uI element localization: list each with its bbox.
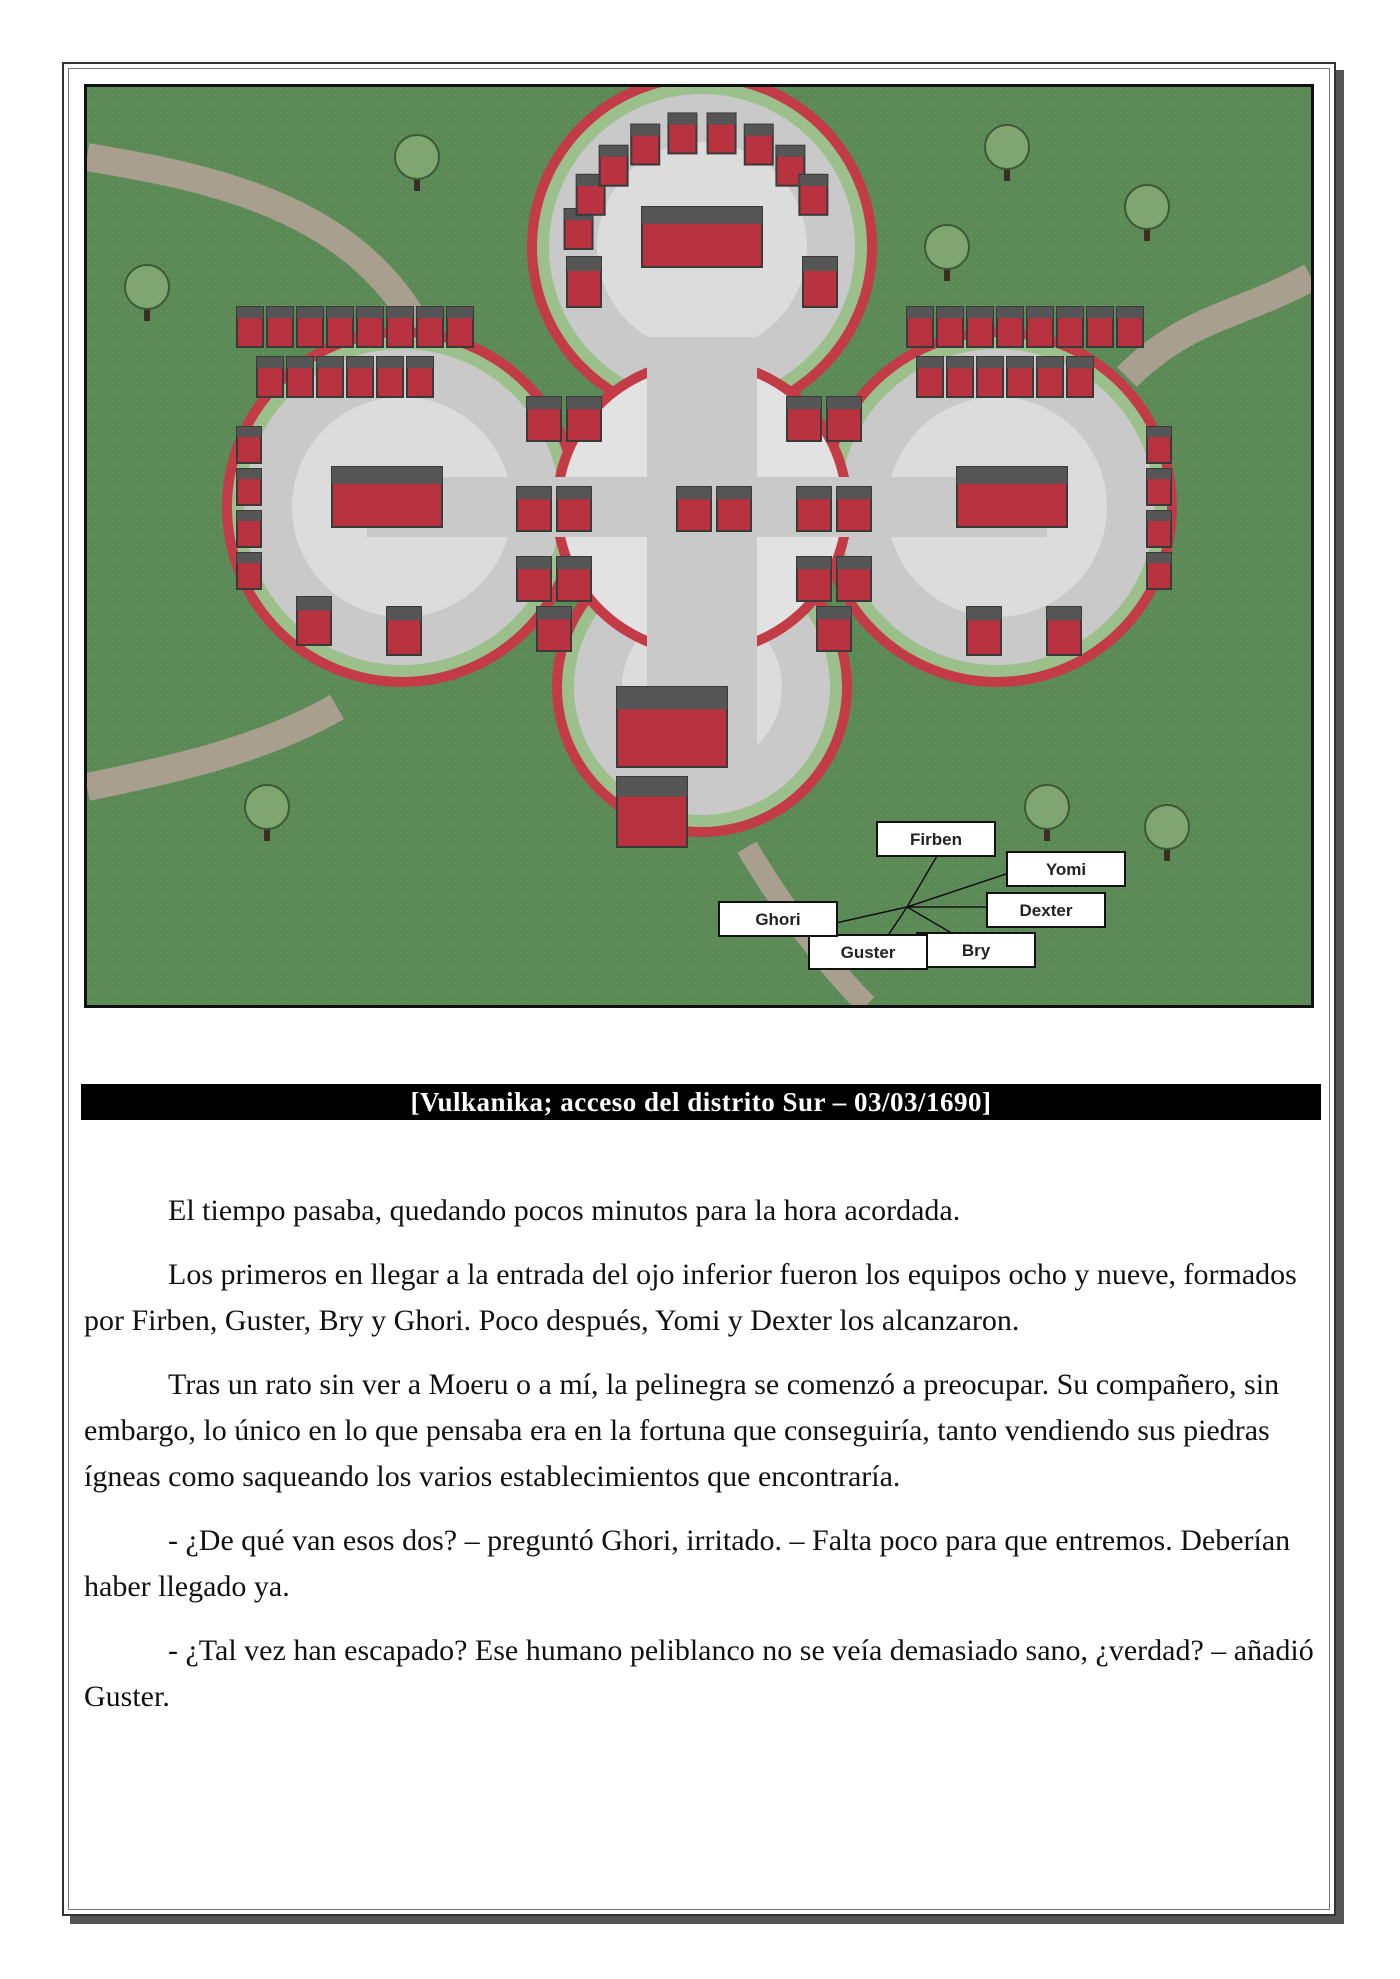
building (917, 357, 943, 397)
building (332, 467, 442, 527)
building (1147, 469, 1171, 505)
building (557, 557, 591, 601)
building (1147, 553, 1171, 589)
building (557, 487, 591, 531)
building (567, 397, 601, 441)
building (745, 125, 773, 165)
building (237, 553, 261, 589)
building (642, 207, 762, 267)
building (387, 307, 413, 347)
building (347, 357, 373, 397)
building (567, 257, 601, 307)
building (407, 357, 433, 397)
map-label-text: Ghori (755, 910, 801, 929)
building (1027, 307, 1053, 347)
building (600, 146, 628, 186)
map-label-bry (917, 933, 1035, 967)
building (327, 307, 353, 347)
building (631, 125, 659, 165)
building (837, 557, 871, 601)
map-label-yomi (1007, 852, 1125, 886)
building (1007, 357, 1033, 397)
map-label-firben (877, 822, 995, 856)
scene-caption: [Vulkanika; acceso del distrito Sur – 03/03/1690] (81, 1084, 1321, 1120)
building (357, 307, 383, 347)
building (947, 357, 973, 397)
building (617, 777, 687, 847)
story-text (84, 1188, 1319, 1738)
map-label-text: Dexter (1019, 901, 1073, 920)
building (817, 607, 851, 651)
map-label-dexter (987, 893, 1105, 927)
building (237, 469, 261, 505)
map-label-text: Bry (961, 941, 991, 960)
building (387, 607, 421, 655)
building (1147, 427, 1171, 463)
building (1087, 307, 1113, 347)
map-label-text: Firben (910, 830, 962, 849)
building (527, 397, 561, 441)
map-label-ghori (719, 902, 837, 936)
building (417, 307, 443, 347)
building (668, 113, 696, 153)
building (708, 113, 736, 153)
map-label-text: Guster (840, 943, 896, 962)
city-map (84, 84, 1314, 1008)
building (287, 357, 313, 397)
building (317, 357, 343, 397)
building (797, 487, 831, 531)
building (967, 607, 1001, 655)
building (799, 175, 827, 215)
building (377, 357, 403, 397)
building (517, 487, 551, 531)
building (237, 307, 263, 347)
building (837, 487, 871, 531)
building (997, 307, 1023, 347)
building (1037, 357, 1063, 397)
building (827, 397, 861, 441)
building (297, 597, 331, 645)
building (517, 557, 551, 601)
building (1047, 607, 1081, 655)
building (267, 307, 293, 347)
building (447, 307, 473, 347)
building (257, 357, 283, 397)
building (787, 397, 821, 441)
building (537, 607, 571, 651)
building (237, 511, 261, 547)
paragraph: El tiempo pasaba, quedando pocos minutos para la hora acordada. (168, 1194, 961, 1227)
paragraph: - ¿De qué van esos dos? – preguntó Ghori, irritado. – Falta poco para que entremos. Deberían haber llegado ya. (84, 1524, 1291, 1603)
building (297, 307, 323, 347)
building (1117, 307, 1143, 347)
building (803, 257, 837, 307)
building (967, 307, 993, 347)
building (957, 467, 1067, 527)
paragraph: Los primeros en llegar a la entrada del ojo inferior fueron los equipos ocho y nueve, formados por Firben, Guster, Bry y Ghori. Poco después, Yomi y Dexter los alcanzaron. (84, 1258, 1297, 1337)
building (717, 487, 751, 531)
building (677, 487, 711, 531)
building (977, 357, 1003, 397)
map-label-guster (809, 935, 927, 969)
paragraph: - ¿Tal vez han escapado? Ese humano peliblanco no se veía demasiado sano, ¿verdad? – añadió Guster. (84, 1634, 1314, 1713)
map-label-text: Yomi (1045, 860, 1087, 879)
paragraph: Tras un rato sin ver a Moeru o a mí, la pelinegra se comenzó a preocupar. Su compañero, sin embargo, lo único en lo que pensaba era en la fortuna que conseguiría, tanto vendiendo sus piedras ígneas como saqueando los varios establecimientos que encontraría. (84, 1368, 1280, 1493)
building (237, 427, 261, 463)
building (1147, 511, 1171, 547)
building (907, 307, 933, 347)
building (797, 557, 831, 601)
building (1067, 357, 1093, 397)
building (937, 307, 963, 347)
building (617, 687, 727, 767)
building (1057, 307, 1083, 347)
